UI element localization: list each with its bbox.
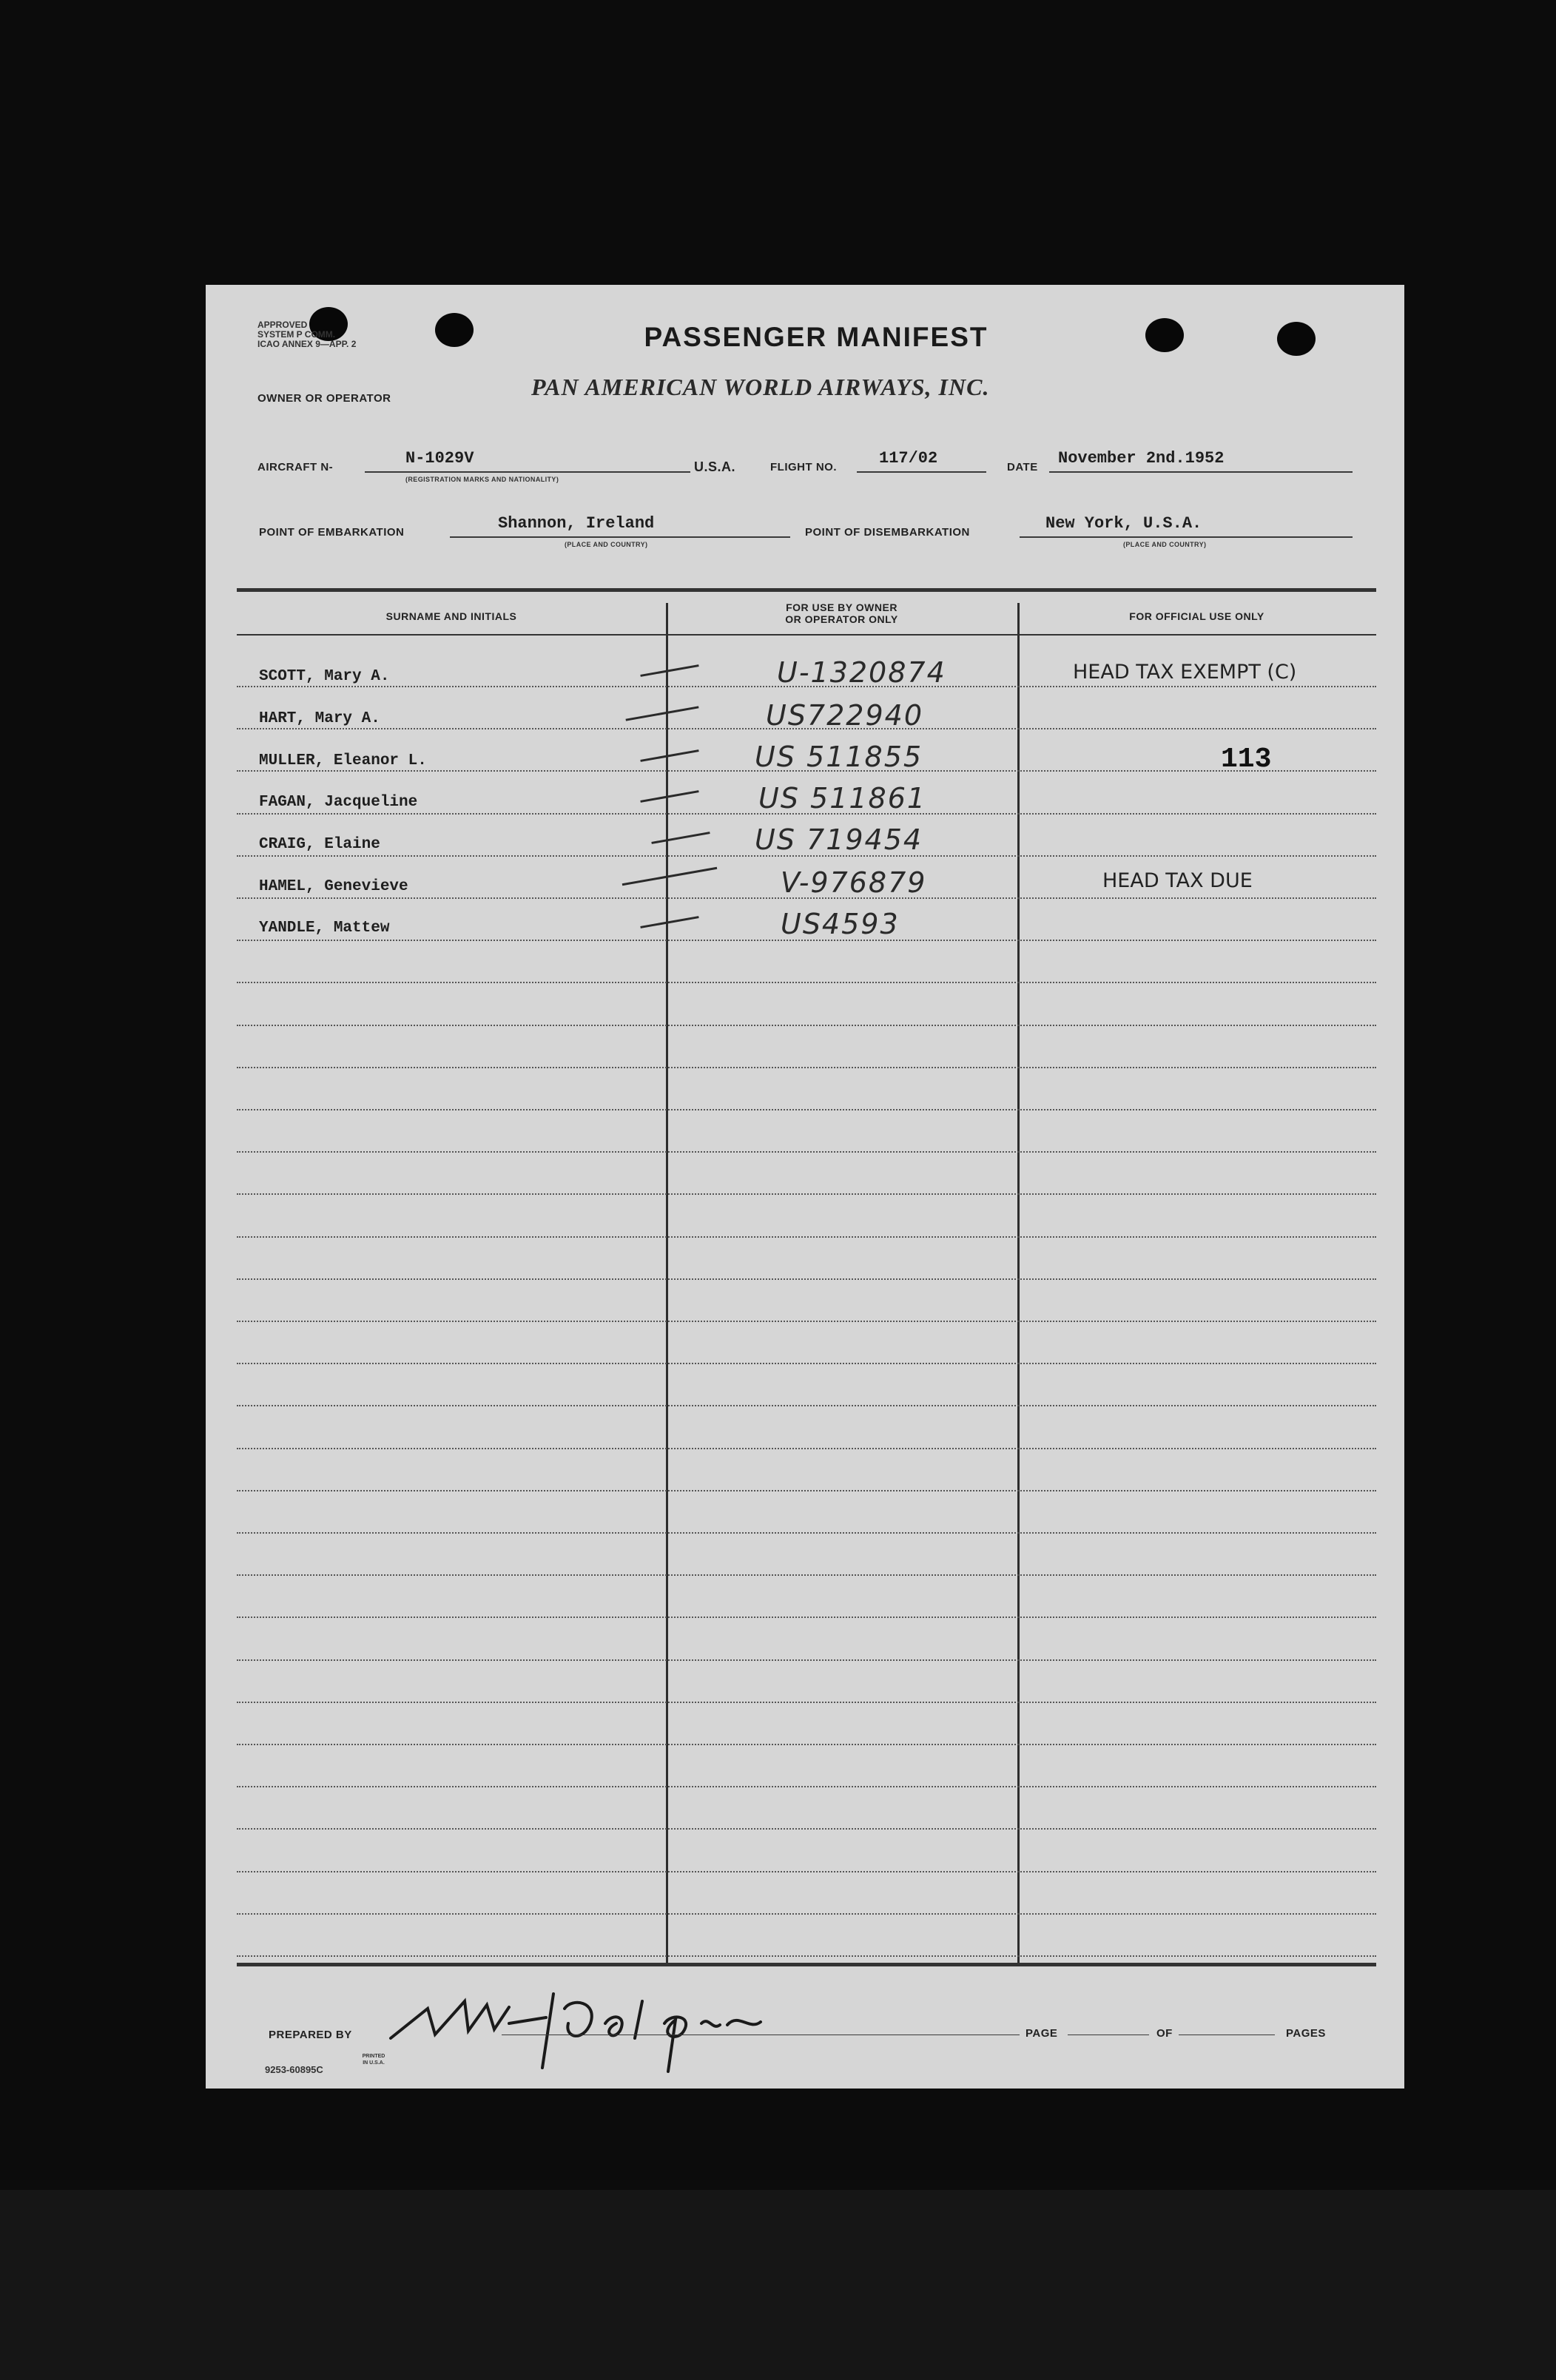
passport-number: US4593 bbox=[781, 908, 900, 940]
aircraft-label: AIRCRAFT N- bbox=[257, 461, 334, 473]
row-rule bbox=[237, 1278, 1376, 1280]
passport-number: US722940 bbox=[766, 699, 923, 732]
signature bbox=[383, 1979, 901, 2075]
form-number: 9253-60895C bbox=[265, 2064, 323, 2075]
check-mark bbox=[640, 749, 698, 762]
row-rule bbox=[237, 1913, 1376, 1915]
header-owner-use-line-2: OR OPERATOR ONLY bbox=[785, 613, 898, 625]
table-top-rule bbox=[237, 588, 1376, 592]
passenger-name: MULLER, Eleanor L. bbox=[259, 752, 427, 769]
embarkation-underline bbox=[450, 536, 790, 538]
header-surname: SURNAME AND INITIALS bbox=[385, 610, 517, 622]
passenger-name: SCOTT, Mary A. bbox=[259, 668, 390, 685]
disembarkation-sub: (PLACE AND COUNTRY) bbox=[1123, 541, 1207, 548]
flight-underline bbox=[857, 471, 986, 473]
column-divider-2 bbox=[1017, 603, 1020, 1964]
row-rule bbox=[237, 1448, 1376, 1449]
check-mark bbox=[651, 832, 710, 844]
prepared-by-label: PREPARED BY bbox=[269, 2029, 352, 2041]
passport-number: US 511861 bbox=[758, 782, 927, 815]
header-rule bbox=[237, 634, 1376, 636]
check-mark bbox=[640, 664, 698, 677]
header-owner-use bbox=[666, 601, 1017, 625]
manifest-page bbox=[206, 285, 1404, 2089]
row-rule bbox=[237, 1025, 1376, 1026]
row-rule bbox=[237, 1067, 1376, 1068]
check-mark bbox=[622, 867, 718, 886]
disembarkation-value: New York, U.S.A. bbox=[1045, 514, 1202, 533]
printer-mark: PRINTED IN U.S.A. bbox=[362, 2054, 385, 2066]
row-rule bbox=[237, 1786, 1376, 1787]
passenger-name: CRAIG, Elaine bbox=[259, 836, 380, 853]
owner-value: PAN AMERICAN WORLD AIRWAYS, INC. bbox=[531, 374, 990, 400]
row-rule bbox=[237, 1871, 1376, 1872]
document-title: PASSENGER MANIFEST bbox=[644, 322, 989, 352]
row-rule bbox=[237, 1193, 1376, 1195]
row-rule bbox=[237, 1151, 1376, 1153]
check-mark bbox=[625, 706, 698, 721]
check-mark bbox=[640, 790, 698, 803]
row-rule bbox=[237, 1321, 1376, 1322]
aircraft-underline bbox=[365, 471, 690, 473]
passenger-name: YANDLE, Mattew bbox=[259, 920, 390, 937]
row-rule bbox=[237, 1405, 1376, 1406]
registration-sub: (REGISTRATION MARKS AND NATIONALITY) bbox=[405, 476, 559, 483]
table-bottom-rule bbox=[237, 1963, 1376, 1966]
row-rule bbox=[237, 1744, 1376, 1745]
passenger-name: HAMEL, Genevieve bbox=[259, 878, 408, 895]
row-rule bbox=[237, 1532, 1376, 1534]
passenger-name: HART, Mary A. bbox=[259, 710, 380, 727]
embarkation-sub: (PLACE AND COUNTRY) bbox=[565, 541, 648, 548]
owner-label: OWNER OR OPERATOR bbox=[257, 392, 391, 405]
page-label: PAGE bbox=[1025, 2027, 1058, 2040]
official-stamp: 113 bbox=[1221, 744, 1272, 775]
row-rule bbox=[237, 1236, 1376, 1238]
passport-number: US 511855 bbox=[755, 741, 923, 773]
of-label: OF bbox=[1156, 2027, 1173, 2040]
row-rule bbox=[237, 1617, 1376, 1618]
official-note: HEAD TAX DUE bbox=[1102, 869, 1253, 892]
disembarkation-underline bbox=[1020, 536, 1353, 538]
row-rule bbox=[237, 1702, 1376, 1703]
date-label: DATE bbox=[1007, 461, 1038, 473]
approval-line-2: SYSTEM P COMM. bbox=[257, 329, 336, 340]
row-rule bbox=[237, 982, 1376, 983]
disembarkation-label: POINT OF DISEMBARKATION bbox=[805, 526, 970, 539]
row-rule bbox=[237, 1955, 1376, 1957]
flight-label: FLIGHT NO. bbox=[770, 461, 837, 473]
official-note: HEAD TAX EXEMPT (C) bbox=[1073, 661, 1297, 684]
passport-number: V-976879 bbox=[781, 866, 927, 899]
passport-number: US 719454 bbox=[755, 823, 923, 856]
passport-number: U-1320874 bbox=[777, 656, 946, 689]
date-underline bbox=[1049, 471, 1353, 473]
aircraft-value: N-1029V bbox=[405, 449, 474, 468]
check-mark bbox=[640, 916, 698, 928]
pages-label: PAGES bbox=[1286, 2027, 1326, 2040]
flight-value: 117/02 bbox=[879, 449, 938, 468]
row-rule bbox=[237, 1490, 1376, 1491]
row-rule bbox=[237, 1363, 1376, 1364]
row-rule bbox=[237, 1109, 1376, 1110]
header-owner-use-line-1: FOR USE BY OWNER bbox=[786, 601, 897, 613]
approval-line-3: ICAO ANNEX 9—APP. 2 bbox=[257, 339, 357, 349]
column-divider-1 bbox=[666, 603, 668, 1964]
embarkation-value: Shannon, Ireland bbox=[498, 514, 655, 533]
passenger-name: FAGAN, Jacqueline bbox=[259, 794, 418, 811]
row-rule bbox=[237, 1574, 1376, 1576]
embarkation-label: POINT OF EMBARKATION bbox=[259, 526, 405, 539]
approval-line-1: APPROVED bbox=[257, 320, 308, 330]
row-rule bbox=[237, 1828, 1376, 1830]
header-official-use: FOR OFFICIAL USE ONLY bbox=[1129, 610, 1264, 622]
passenger-table bbox=[237, 603, 1376, 1979]
scan-bottom-band bbox=[0, 2190, 1556, 2380]
date-value: November 2nd.1952 bbox=[1058, 449, 1225, 468]
usa-label: U.S.A. bbox=[694, 459, 736, 474]
row-rule bbox=[237, 1659, 1376, 1661]
